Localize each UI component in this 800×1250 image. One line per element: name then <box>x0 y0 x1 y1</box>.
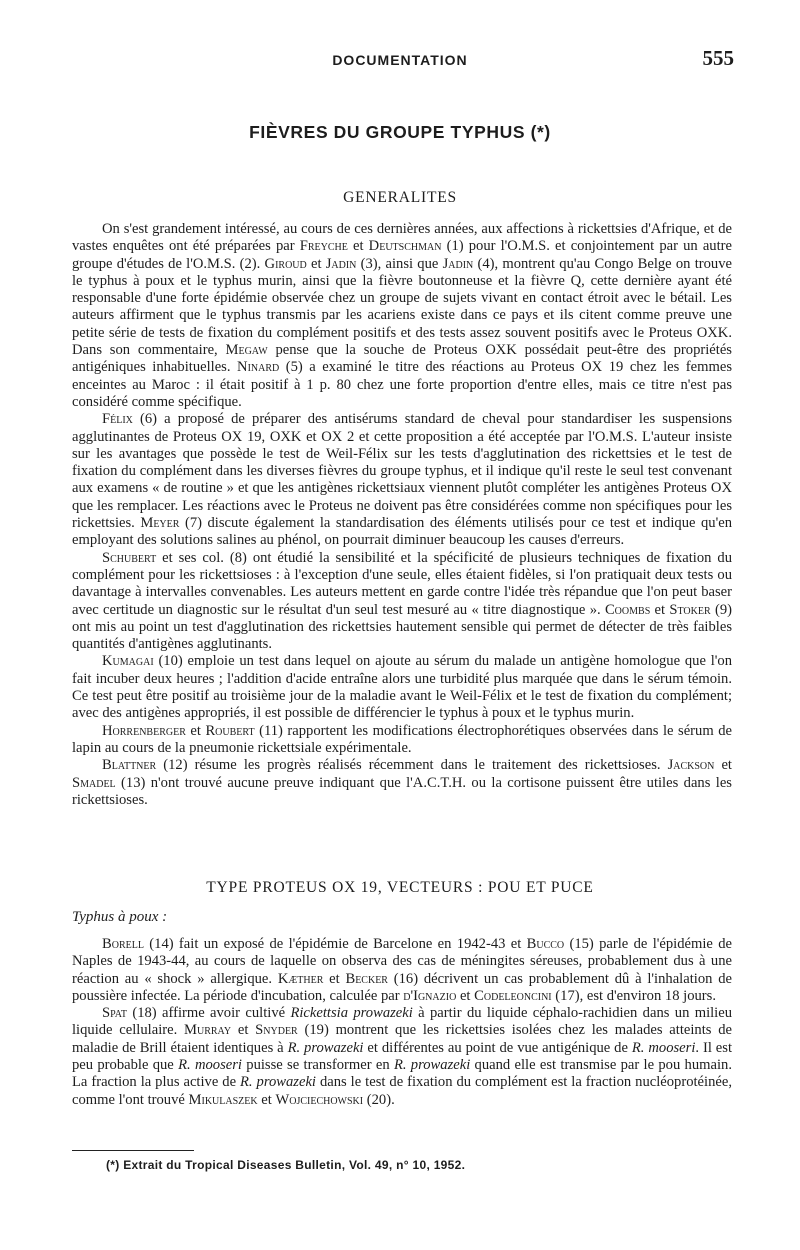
paragraph: Kumagai (10) emploie un test dans lequel on ajoute au sérum du malade un antigène homologue que l'on fait incuber deux heures ; l'addition d'acide entraîne alors une turbidité plus marquée que dans le sérum témoin. Ce test peut être positif au troisième jour de la maladie avant le Weil-Félix et le test de fixation du complément; avec des antigènes appropriés, il est possible de différencier le typhus à poux et le typhus murin. <box>72 653 732 722</box>
author-name: Smadel <box>72 774 116 791</box>
species-name: Rickettsia prowazeki <box>290 1005 413 1022</box>
author-name: Ninard <box>237 359 280 376</box>
paragraph: Spat (18) affirme avoir cultivé Rickettsia prowazeki à partir du liquide céphalo-rachidien dans un milieu liquide cellulaire. Murray et Snyder (19) montrent que les rickettsies isolées chez les malades atteints de maladie de Brill étaient identiques à R. prowazeki et différentes au point de vue antigénique de R. mooseri. Il est peu probable que R. mooseri puisse se transformer en R. prowazeki quand elle est transmise par le pou humain. La fraction la plus active de R. prowazeki dans le test de fixation du complément est la fraction nucléoprotéinée, comme l'ont trouvé Mikulaszek et Wojciechowski (20). <box>72 1005 733 1108</box>
species-name: R. mooseri <box>178 1057 242 1074</box>
author-name: Roubert <box>205 722 255 739</box>
author-name: Spat <box>102 1005 127 1022</box>
species-name: R. mooseri <box>631 1039 696 1056</box>
footnote-marker: (*) <box>106 1158 120 1172</box>
author-name: Kæther <box>277 970 324 987</box>
paragraph: Schubert et ses col. (8) ont étudié la sensibilité et la spécificité de plusieurs techniques de fixation du complément pour les rickettsioses : à l'exception d'une seule, elles étaient fidèles, si l'on pratiquait deux tests ou davantage à intervalles convenables. Les auteurs mettent en garde contre l'idée très répandue que l'on peut baser avec certitude un diagnostic sur le résultat d'un seul test mesuré au « titre diagnostique ». Coombs et Stoker (9) ont mis au point un test d'agglutination des rickettsies hautement sensible qui permet de détecter de très faibles quantités d'antigènes agglutinants. <box>72 549 732 653</box>
author-name: Horrenberger <box>102 722 186 739</box>
author-name: Megaw <box>225 342 268 359</box>
author-name: Freyche <box>299 238 348 255</box>
subheading-typhus-a-poux: Typhus à poux : <box>72 909 168 925</box>
author-name: Mikulaszek <box>188 1091 258 1108</box>
section-heading-proteus: TYPE PROTEUS OX 19, VECTEURS : POU ET PUCE <box>206 879 594 896</box>
author-name: Codeleoncini <box>474 987 552 1004</box>
author-name: Borell <box>102 936 144 952</box>
section-heading-generalites: GENERALITES <box>343 189 457 206</box>
paragraph: Horrenberger et Roubert (11) rapportent les modifications électrophorétiques observées dans le sérum de lapin au cours de la pneumonie rickettsiale expérimentale. <box>72 722 732 756</box>
author-name: Stoker <box>669 601 711 618</box>
section-body-generalites <box>72 221 732 809</box>
page-number: 555 <box>702 46 734 70</box>
author-name: Bucco <box>526 936 565 952</box>
author-name: Becker <box>345 970 388 987</box>
author-name: Deutschman <box>368 238 442 255</box>
author-name: Wojciechowski <box>275 1091 364 1108</box>
article-title: FIÈVRES DU GROUPE TYPHUS (*) <box>249 122 551 142</box>
running-header: DOCUMENTATION <box>332 52 468 68</box>
paragraph: On s'est grandement intéressé, au cours de ces dernières années, aux affections à rickettsies d'Afrique, et de vastes enquêtes ont été préparées par Freyche et Deutschman (1) pour l'O.M.S. et conjointement par un autre groupe d'études de l'O.M.S. (2). Giroud et Jadin (3), ainsi que Jadin (4), montrent qu'au Congo Belge on trouve le typhus à poux et le typhus murin, ainsi que la fièvre boutonneuse et la fièvre Q, cette dernière ayant été responsable d'une forte épidémie observée chez un groupe de sujets vivant en contact étroit avec le bétail. Les auteurs affirment que le typhus transmis par les acariens existe dans ce pays et ils citent comme preuve une petite série de tests de fixation du complément positifs et des tests assez souvent positifs avec le Proteus OXK. Dans son commentaire, Megaw pense que la souche de Proteus OXK possédait peut-être des propriétés antigéniques inhabituelles. Ninard (5) a examiné le titre des réactions au Proteus OX 19 chez les femmes enceintes au Maroc : il était positif à 1 p. 80 chez une forte proportion d'entre elles, mais ce titre n'est pas considéré comme spécifique. <box>72 221 733 410</box>
footnote-rule <box>72 1150 194 1151</box>
footnote <box>106 1158 465 1172</box>
author-name: Jadin <box>442 255 474 272</box>
paragraph: Borell (14) fait un exposé de l'épidémie de Barcelone en 1942-43 et Bucco (15) parle de l'épidémie de Naples de 1943-44, au cours de laquelle on observa des cas de méningites séreuses, probablement dus à une réaction au « shock » allergique. Kæther et Becker (16) décrivent un cas probablement dû à l'inhalation de poussière infectée. La période d'incubation, calculée par d'Ignazio et Codeleoncini (17), est d'environ 18 jours. <box>72 936 732 1004</box>
author-name: Snyder <box>255 1022 298 1039</box>
author-name: Blattner <box>102 757 157 774</box>
author-name: Jackson <box>667 757 715 774</box>
author-name: Meyer <box>140 515 180 532</box>
author-name: Jadin <box>325 255 357 272</box>
author-name: Schubert <box>102 549 157 566</box>
footnote-text: Extrait du Tropical Diseases Bulletin, Vol. 49, n° 10, 1952. <box>123 1158 466 1172</box>
author-name: Murray <box>184 1022 232 1039</box>
author-name: Kumagai <box>102 653 154 670</box>
paragraph: Blattner (12) résume les progrès réalisés récemment dans le traitement des rickettsioses. Jackson et Smadel (13) n'ont trouvé aucune preuve indiquant que l'A.C.T.H. ou la cortisone puissent être utiles dans les rickettsioses. <box>72 757 732 808</box>
section-body-proteus <box>72 936 732 1109</box>
species-name: R. prowazeki <box>287 1039 364 1056</box>
author-name: d'Ignazio <box>403 987 457 1004</box>
author-name: Félix <box>102 411 133 428</box>
species-name: R. prowazeki <box>393 1057 471 1074</box>
author-name: Giroud <box>264 255 307 272</box>
author-name: Coombs <box>604 601 651 618</box>
paragraph: Félix (6) a proposé de préparer des antisérums standard de cheval pour standardiser les suspensions agglutinantes de Proteus OX 19, OXK et OX 2 et cette proposition a été acceptée par l'O.M.S. L'auteur insiste sur les avantages que possède le test de Weil-Félix sur les tests d'agglutination des rickettsies et le test de fixation du complément dans les diverses fièvres du groupe typhus, et il indique qu'il reste le seul test convenant aux examens « de routine » et que les antigènes rickettsiaux viennent plutôt compléter les antigènes Proteus OX que les remplacer. Les réactions avec le Proteus ne doivent pas être considérées comme non spécifiques pour les rickettsies. Meyer (7) discute également la standardisation des éléments utilisés pour ce test et indique qu'en employant des solutions salines au phénol, on pourrait diminuer beaucoup les causes d'erreurs. <box>72 411 732 549</box>
species-name: R. prowazeki <box>240 1074 316 1091</box>
